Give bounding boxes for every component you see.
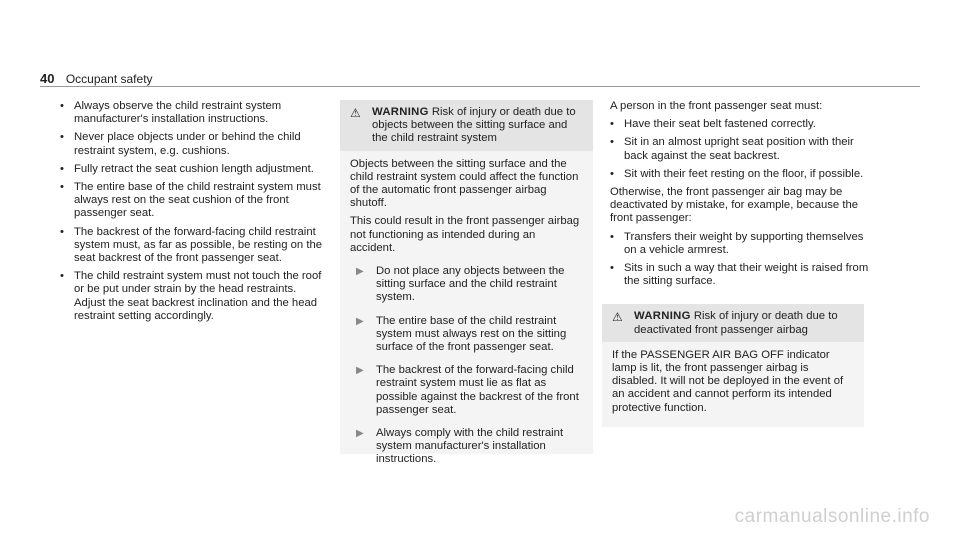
action-text: The entire base of the child restraint system must always rest on the sitting surface of the front passenger seat. — [376, 314, 567, 354]
list-item: • Fully retract the seat cushion length adjustment. — [60, 163, 325, 176]
action-item — [350, 364, 583, 417]
warning-header — [602, 304, 864, 341]
otherwise-paragraph: Otherwise, the front passenger air bag may be deactivated by mistake, for example, because the front passenger: — [610, 186, 859, 225]
action-item — [350, 315, 583, 355]
passenger-intro: A person in the front passenger seat must: — [610, 100, 823, 112]
warning-paragraph: This could result in the front passenger airbag not functioning as intended during an accident. — [350, 215, 580, 254]
deactivation-bullet-list — [610, 231, 870, 289]
action-item — [350, 265, 583, 305]
action-arrow-icon: ▶ — [356, 428, 364, 440]
warning-body — [340, 151, 593, 484]
warning-triangle-icon: ⚠ — [612, 310, 623, 325]
warning-box-objects — [340, 100, 593, 466]
list-item: • Sit in an almost upright seat position with their back against the seat backrest. — [610, 136, 870, 162]
page-header — [40, 71, 153, 86]
warning-box-airbag — [602, 304, 864, 426]
installation-bullet-list — [60, 100, 325, 323]
list-item: • The backrest of the forward-facing child restraint system must, as far as possible, be resting on the seat backrest of the front passenger seat. — [60, 226, 325, 266]
section-title: Occupant safety — [65, 72, 153, 86]
action-arrow-icon: ▶ — [356, 266, 364, 278]
warning-title: Risk of injury or death due to objects between the sitting surface and the child restraint system — [372, 106, 576, 145]
list-item: • Have their seat belt fastened correctly. — [610, 118, 870, 131]
watermark: carmanualsonline.info — [734, 506, 930, 527]
warning-triangle-icon: ⚠ — [350, 106, 361, 120]
warning-paragraph: If the PASSENGER AIR BAG OFF indicator lamp is lit, the front passenger airbag is disabled. It will not be deployed in the event of an accident and cannot perform its intended protective function. — [612, 348, 844, 414]
list-item: • The child restraint system must not touch the roof or be put under strain by the head restraints. Adjust the seat backrest inclination and the head restraint setting accordingly. — [60, 270, 325, 323]
list-item: • Never place objects under or behind the child restraint system, e.g. cushions. — [60, 131, 325, 157]
list-item: • The entire base of the child restraint system must always rest on the seat cushion of the front passenger seat. — [60, 181, 325, 221]
header-divider — [40, 86, 920, 87]
list-item: • Always observe the child restraint system manufacturer's installation instructions. — [60, 100, 325, 126]
action-item — [350, 427, 583, 467]
action-arrow-icon: ▶ — [356, 365, 364, 377]
action-text: Always comply with the child restraint system manufacturer's installation instructions. — [376, 427, 564, 466]
list-item: • Transfers their weight by supporting themselves on a vehicle armrest. — [610, 231, 870, 257]
left-column — [60, 100, 325, 328]
list-item: • Sit with their feet resting on the floor, if possible. — [610, 168, 870, 181]
list-item: • Sits in such a way that their weight is raised from the sitting surface. — [610, 262, 870, 288]
passenger-bullet-list — [610, 118, 870, 181]
action-text: Do not place any objects between the sitting surface and the child restraint system. — [376, 265, 565, 304]
warning-label: WARNING — [372, 106, 429, 118]
warning-body — [602, 342, 864, 427]
action-arrow-icon: ▶ — [356, 315, 364, 327]
warning-header — [340, 100, 593, 151]
warning-paragraph: Objects between the sitting surface and the child restraint system could affect the function of the automatic front passenger airbag shutoff. — [350, 157, 579, 210]
right-column — [610, 100, 870, 427]
page-number: 40 — [40, 71, 55, 86]
warning-label: WARNING — [634, 310, 691, 323]
action-text: The backrest of the forward-facing child restraint system must lie as flat as possible against the backrest of the front passenger seat. — [376, 364, 579, 416]
warning-title: Risk of injury or death due to deactivated front passenger airbag — [634, 310, 838, 336]
